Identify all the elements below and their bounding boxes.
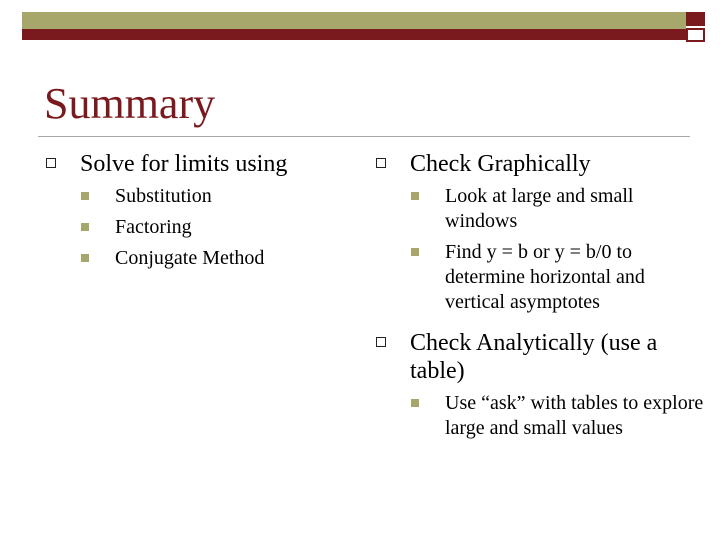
filled-square-bullet-icon (81, 192, 89, 200)
title-divider (38, 136, 690, 137)
slide-title: Summary (44, 79, 216, 128)
corner-square-top (686, 12, 705, 26)
right-column (376, 150, 706, 455)
corner-square-bottom (686, 28, 705, 42)
bullet-text: Solve for limits using (80, 151, 288, 177)
hollow-square-bullet-icon (46, 158, 56, 168)
left-column (46, 150, 366, 285)
filled-square-bullet-icon (81, 254, 89, 262)
filled-square-bullet-icon (411, 248, 419, 256)
bullet-solve-limits (46, 150, 366, 271)
bullet-text: Check Graphically (410, 151, 591, 177)
filled-square-bullet-icon (81, 223, 89, 231)
hollow-square-bullet-icon (376, 158, 386, 168)
sub-bullet-windows: Look at large and small windows (410, 184, 706, 234)
sub-bullet-substitution: Substitution (80, 184, 366, 209)
hollow-square-bullet-icon (376, 337, 386, 347)
filled-square-bullet-icon (411, 192, 419, 200)
bullet-check-graphically (376, 150, 706, 315)
sub-bullet-conjugate: Conjugate Method (80, 246, 366, 271)
sub-bullet-ask-tables: Use “ask” with tables to explore large and small values (410, 391, 706, 441)
bullet-text: Check Analytically (use a table) (410, 330, 658, 384)
bullet-check-analytically (376, 329, 706, 441)
sub-bullet-asymptotes: Find y = b or y = b/0 to determine horizontal and vertical asymptotes (410, 240, 706, 315)
sub-bullet-factoring: Factoring (80, 215, 366, 240)
header-bar-olive (22, 12, 686, 29)
header-bar-maroon (22, 29, 686, 40)
filled-square-bullet-icon (411, 399, 419, 407)
